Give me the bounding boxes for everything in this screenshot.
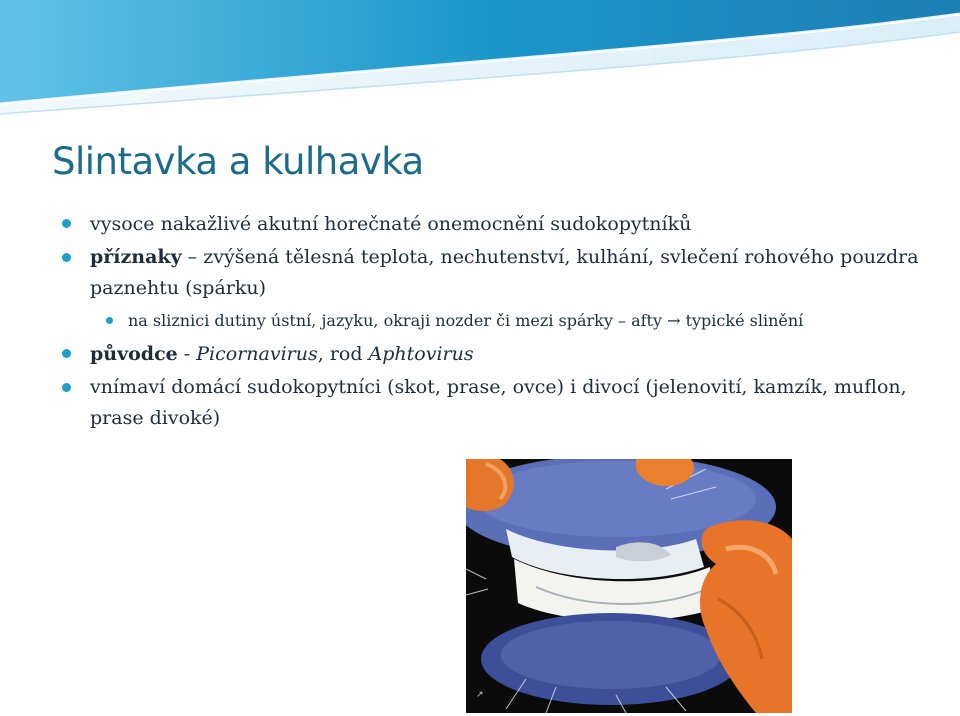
item-separator: - (177, 343, 197, 365)
item-text: – zvýšená tělesná teplota, nechutenství, kulhání, svlečení rohového pouzdra paznehtu (spárku) (90, 246, 919, 299)
sub-item-text: na sliznici dutiny ústní, jazyku, okraji nozder či mezi spárky – afty → typické slinění (128, 311, 804, 330)
item-text: , rod (317, 343, 369, 365)
item-text: vysoce nakažlivé akutní horečnaté onemocnění sudokopytníků (90, 213, 692, 235)
header-wave-decoration (0, 0, 960, 120)
item-italic-rod: Aphtovirus (368, 343, 474, 365)
sub-list-item (98, 306, 920, 336)
list-item (60, 338, 920, 370)
item-keyword: původce (90, 343, 178, 365)
bullet-list (60, 208, 920, 436)
list-item (60, 242, 920, 304)
item-text: vnímaví domácí sudokopytníci (skot, prase, ovce) i divocí (jelenovití, kamzík, muflon, prase divoké) (90, 376, 907, 429)
photo-illustration (466, 459, 792, 713)
item-italic-genus: Picornavirus (196, 343, 318, 365)
svg-text:↗: ↗ (476, 690, 484, 700)
item-keyword: příznaky (90, 246, 182, 268)
photo-animal-mouth-lesions (466, 459, 792, 713)
slide-title: Slintavka a kulhavka (52, 140, 424, 183)
list-item (60, 208, 920, 240)
list-item (60, 372, 920, 434)
